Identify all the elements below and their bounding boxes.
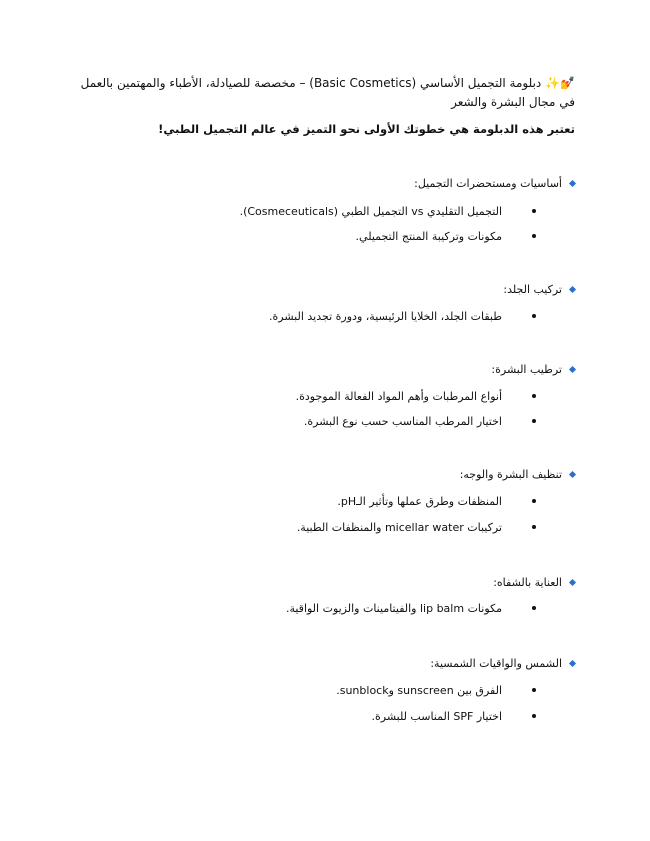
nail-polish-sparkles-icon: 💅✨ [545, 76, 575, 90]
section-title: الشمس والواقيات الشمسية: [430, 656, 575, 672]
list-item: اختيار SPF المناسب للبشرة. [371, 709, 536, 725]
diamond-bullet-icon [569, 365, 576, 372]
bullet-dot-icon [532, 209, 536, 213]
diamond-bullet-icon [569, 179, 576, 186]
diamond-bullet-icon [569, 578, 576, 585]
bullet-dot-icon [532, 314, 536, 318]
list-item: مكونات lip balm والفيتامينات والزيوت الواقية. [286, 601, 536, 617]
diamond-bullet-icon [569, 470, 576, 477]
list-item: مكونات وتركيبة المنتج التجميلي. [356, 229, 536, 245]
bullet-dot-icon [532, 394, 536, 398]
bullet-dot-icon [532, 714, 536, 718]
section-title: ترطيب البشرة: [491, 362, 575, 378]
list-item: تركيبات micellar water والمنظفات الطبية. [297, 520, 536, 536]
bullet-dot-icon [532, 499, 536, 503]
section-title: أساسيات ومستحضرات التجميل: [414, 176, 575, 192]
diamond-bullet-icon [569, 285, 576, 292]
diamond-bullet-icon [569, 659, 576, 666]
list-item: الفرق بين sunscreen وsunblock. [336, 683, 536, 699]
section-title: العناية بالشفاه: [493, 575, 575, 591]
list-item: التجميل التقليدي vs التجميل الطبي (Cosmeceuticals). [240, 204, 536, 220]
list-item: اختيار المرطب المناسب حسب نوع البشرة. [304, 414, 536, 430]
section-title: تركيب الجلد: [503, 282, 575, 298]
bullet-dot-icon [532, 688, 536, 692]
intro-paragraph [75, 74, 575, 112]
bullet-dot-icon [532, 606, 536, 610]
section-title: تنظيف البشرة والوجه: [460, 467, 575, 483]
list-item: أنواع المرطبات وأهم المواد الفعالة الموجودة. [296, 389, 536, 405]
list-item: طبقات الجلد، الخلايا الرئيسية، ودورة تجديد البشرة. [269, 309, 536, 325]
intro-text: دبلومة التجميل الأساسي (Basic Cosmetics) – مخصصة للصيادلة، الأطباء والمهتمين بالعمل في مجال البشرة والشعر [80, 76, 575, 109]
list-item: المنظفات وطرق عملها وتأثير الـpH. [337, 494, 536, 510]
bullet-dot-icon [532, 234, 536, 238]
bullet-dot-icon [532, 419, 536, 423]
bullet-dot-icon [532, 525, 536, 529]
lead-statement: تعتبر هذه الدبلومة هي خطوتك الأولى نحو التميز في عالم التجميل الطبي! [158, 122, 575, 136]
